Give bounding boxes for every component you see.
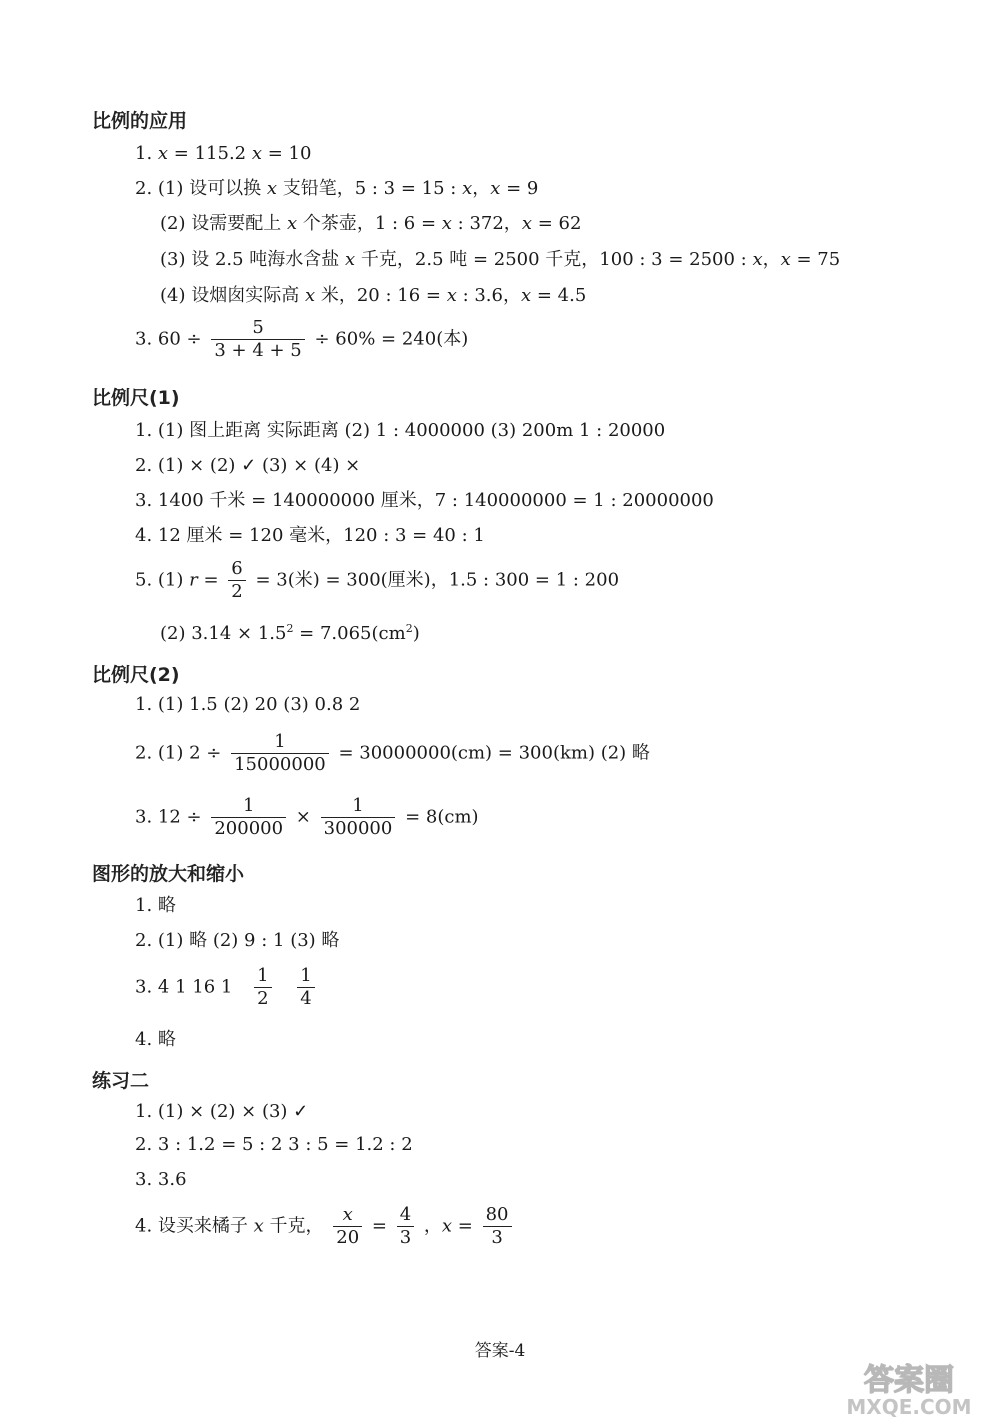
answer-line: (2) 设需要配上 x 个茶壶，1 : 6 = x : 372，x = 62 <box>160 213 582 234</box>
answer-line: 3. 1400 千米 = 140000000 厘米，7 : 140000000 = 1 : 20000000 <box>135 490 714 511</box>
fraction: $\frac{5}{3 + 4 + 5}$ <box>211 317 304 362</box>
answer-line: (3) 设 2.5 吨海水含盐 x 千克，2.5 吨 = 2500 千克，100 : 3 = 2500 : x，x = 75 <box>160 249 841 270</box>
answer-line: 2. (1) 略 (2) 9 : 1 (3) 略 <box>135 930 340 951</box>
section-title-enlarge-shrink: 图形的放大和缩小 <box>92 863 245 885</box>
answer-line: 5. (1) r = $\frac{6}{2}$ = 3(米) = 300(厘米)，1.5 : 300 = 1 : 200 <box>135 558 620 602</box>
answer-line: 1. (1) 图上距离 实际距离 (2) 1 : 4000000 (3) 200m 1 : 20000 <box>135 420 666 441</box>
answer-line: 2. 3 : 1.2 = 5 : 2 3 : 5 = 1.2 : 2 <box>135 1134 413 1155</box>
answer-line: 4. 设买来橘子 x 千克， $\frac{x}{20}$ = $\frac{4}{3}$ ，x = $\frac{80}{3}$ <box>135 1204 516 1249</box>
watermark-logo <box>834 1360 984 1418</box>
svg-text:答案圈: 答案圈 <box>864 1363 954 1398</box>
section-title-scale-2: 比例尺(2) <box>92 664 180 686</box>
page-number: 答案-4 <box>474 1341 526 1361</box>
answer-line: 1. (1) × (2) × (3) ✓ <box>135 1101 309 1122</box>
answer-line: 2. (1) 2 ÷ $\frac{1}{15000000}$ = 30000000(cm) = 300(km) (2) 略 <box>135 731 650 775</box>
section-title-proportion-application: 比例的应用 <box>92 110 188 132</box>
answer-line: 3. 60 ÷ $\frac{5}{3 + 4 + 5}$ ÷ 60% = 240(本) <box>135 317 469 361</box>
answer-line: 1. x = 115.2 x = 10 <box>135 143 312 164</box>
answer-line: 2. (1) × (2) ✓ (3) × (4) × <box>135 455 361 476</box>
answer-line: 4. 略 <box>135 1029 176 1050</box>
fraction: $\frac{x}{20}$ <box>333 1204 362 1249</box>
fraction: $\frac{1}{15000000}$ <box>231 731 329 776</box>
answer-line: 2. (1) 设可以换 x 支铅笔，5 : 3 = 15 : x，x = 9 <box>135 178 539 199</box>
answer-line: 3. 12 ÷ $\frac{1}{200000}$ × $\frac{1}{300000}$ = 8(cm) <box>135 795 479 839</box>
section-title-scale-1: 比例尺(1) <box>92 387 180 409</box>
fraction: $\frac{4}{3}$ <box>397 1204 414 1249</box>
answer-line: (2) $3.14 \times 1.5^2 = 7.065(cm^2)$ <box>160 622 420 644</box>
svg-text:MXQE.COM: MXQE.COM <box>846 1395 972 1418</box>
answer-line: 1. 略 <box>135 895 176 916</box>
fraction: $\frac{6}{2}$ <box>228 558 245 603</box>
answer-line: 1. (1) 1.5 (2) 20 (3) 0.8 2 <box>135 694 361 715</box>
answer-line: (4) 设烟囱实际高 x 米，20 : 16 = x : 3.6，x = 4.5 <box>160 285 587 306</box>
section-title-exercise-2: 练习二 <box>92 1070 150 1092</box>
answer-line: 3. 3.6 <box>135 1169 187 1190</box>
fraction: $\frac{1}{4}$ <box>297 965 314 1010</box>
fraction: $\frac{1}{2}$ <box>254 965 271 1010</box>
fraction: $\frac{80}{3}$ <box>483 1204 512 1249</box>
answer-line: 4. 12 厘米 = 120 毫米，120 : 3 = 40 : 1 <box>135 525 485 546</box>
fraction: $\frac{1}{200000}$ <box>211 795 286 840</box>
answer-line: 3. 4 1 16 1 $\frac{1}{2}$ $\frac{1}{4}$ <box>135 965 319 1010</box>
fraction: $\frac{1}{300000}$ <box>321 795 396 840</box>
